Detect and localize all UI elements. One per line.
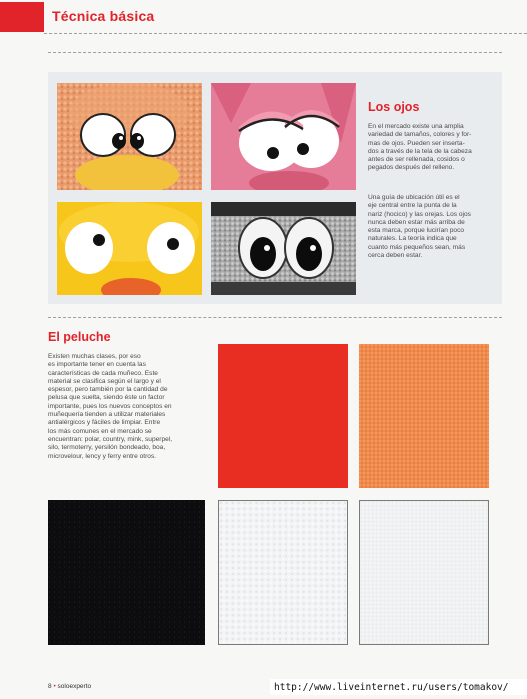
eyes-paragraph-1: En el mercado existe una amplia variedad de tamaños, colores y for- mas de ojos. Pueden ser inserta- dos a través de la tela de la cabeza antes de ser rellenada, cosidos o pegados después del relleno.	[368, 123, 472, 172]
plush-section-title: El peluche	[48, 330, 111, 344]
header-red-tab	[0, 2, 44, 32]
page-number: 8	[48, 683, 52, 690]
gray-plush-eyes-photo	[211, 202, 356, 295]
eyes-paragraph-2: Una guía de ubicación útil es el eje central entre la punta de la nariz (hocico) y las orejas. Los ojos nunca deben estar más arriba de esta marca, porque lucirían poco naturales. La teoría indica que cuanto más pequeños sean, más cerca deben estar.	[368, 194, 471, 260]
orange-fabric-swatch	[359, 344, 489, 488]
white-fabric-swatch	[218, 500, 348, 645]
pink-plush-eyes-photo	[211, 83, 356, 190]
watermark-url: http://www.liveinternet.ru/users/tomakov/	[274, 682, 509, 693]
top-dotted-rule	[48, 52, 502, 53]
orange-plush-eyes-photo	[57, 83, 202, 190]
page-title: Técnica básica	[52, 8, 155, 24]
mid-dotted-rule	[48, 317, 502, 318]
white-fabric-swatch-2	[359, 500, 489, 645]
footer-page-number: 8 • soloexperto	[48, 683, 92, 690]
black-fabric-swatch	[48, 500, 205, 645]
eyes-section-title: Los ojos	[368, 100, 420, 114]
header-divider	[44, 33, 527, 34]
magazine-name: soloexperto	[57, 683, 92, 690]
red-fabric-swatch	[218, 344, 348, 488]
plush-paragraph: Existen muchas clases, por eso es importante tener en cuenta las características de cada muñeco. Este material se clasifica según el largo y el espesor, pero también por la cantidad de pelusa que suelta, siendo éste un factor importante, pues los nuevos conceptos en muñequería tienden a utilizar materiales antialérgicos y fáciles de limpiar. Entre los más comunes en el mercado se encuentran: polar, country, mink, superpel, silo, termoterry, yersilón bondeado, boa, microvelour, lency y ferry entre otros.	[48, 353, 173, 460]
yellow-duck-eyes-photo	[57, 202, 202, 295]
